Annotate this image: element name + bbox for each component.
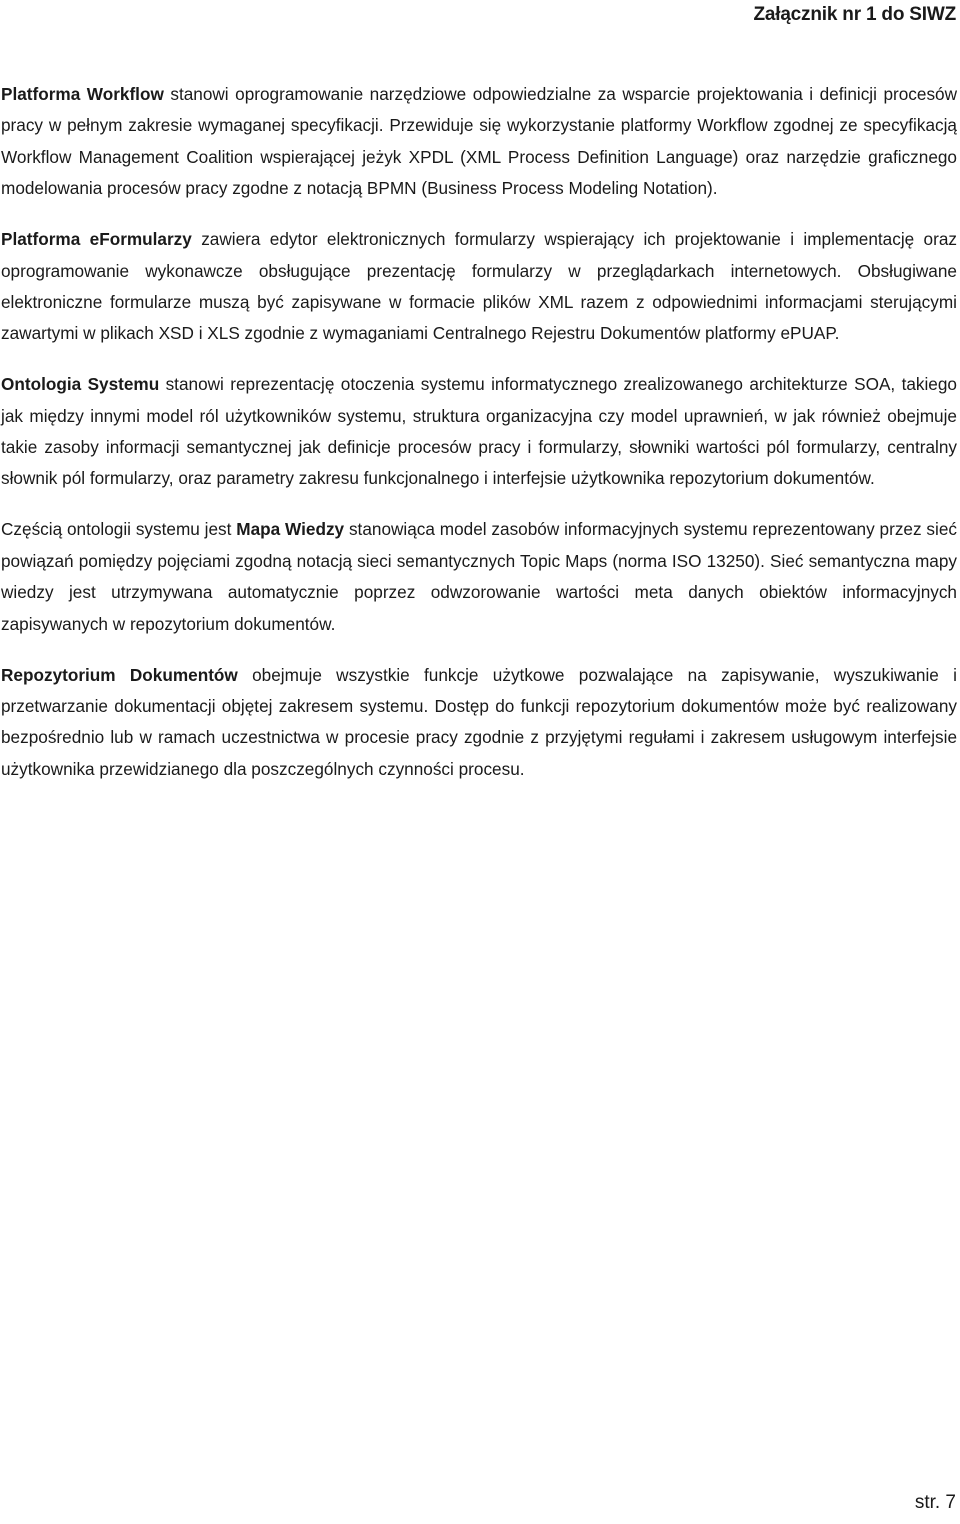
paragraph-repository xyxy=(1,660,957,786)
paragraph-text: stanowi oprogramowanie narzędziowe odpowiedzialne za wsparcie projektowania i definicji procesów pracy w pełnym zakresie wymaganej specyfikacji. Przewiduje się wykorzystanie platformy Workflow zgodnej ze specyfikacją Workflow Management Coalition wspierającej jeżyk XPDL (XML Process Definition Language) oraz narzędzie graficznego modelowania procesów pracy zgodne z notacją BPMN (Business Process Modeling Notation). xyxy=(1,84,958,199)
paragraph-lead-text: Częścią ontologii systemu jest xyxy=(1,519,237,540)
page-number: str. 7 xyxy=(914,1492,956,1513)
paragraph-eformularze xyxy=(1,224,957,350)
paragraph-workflow xyxy=(1,79,957,205)
annex-header: Załącznik nr 1 do SIWZ xyxy=(753,4,956,25)
paragraph-text: stanowi reprezentację otoczenia systemu informatycznego zrealizowanego architekturze SOA, takiego jak między innymi model ról użytkowników systemu, struktura organizacyjna czy model uprawnień, w jak również obejmuje takie zasoby informacji semantycznej jak definicje procesów pracy i formularzy, słowniki wartości pól formularzy, centralny słownik pól formularzy, oraz parametry zakresu funkcjonalnego i interfejsie użytkownika repozytorium dokumentów. xyxy=(1,374,957,489)
paragraph-ontology xyxy=(1,369,957,495)
term-eforms-platform: Platforma eFormularzy xyxy=(1,229,192,250)
paragraph-text: obejmuje wszystkie funkcje użytkowe pozwalające na zapisywanie, wyszukiwanie i przetwarzanie dokumentacji objętej zakresem systemu. Dostęp do funkcji repozytorium dokumentów może być realizowany bezpośrednio lub w ramach uczestnictwa w procesie pracy zgodnie z przyjętymi regułami i zakresem usługowym interfejsie użytkownika przewidzianego dla poszczególnych czynności procesu. xyxy=(1,664,957,779)
term-workflow-platform: Platforma Workflow xyxy=(1,84,164,104)
paragraph-text: stanowiąca model zasobów informacyjnych systemu reprezentowany przez sieć powiązań pomiędzy pojęciami zgodną notacją sieci semantycznych Topic Maps (norma ISO 13250). Sieć semantyczna mapy wiedzy jest utrzymywana automatycznie poprzez odwzorowanie wartości meta danych obiektów informacyjnych zapisywanych w repozytorium dokumentów. xyxy=(1,519,957,634)
paragraph-text: zawiera edytor elektronicznych formularzy wspierający ich projektowanie i implementację oraz oprogramowanie wykonawcze obsługujące prezentację formularzy w przeglądarkach internetowych. Obsługiwane elektroniczne formularze muszą być zapisywane w formacie plików XML razem z odpowiednimi informacjami sterującymi zawartymi w plikach XSD i XLS zgodnie z wymaganiami Centralnego Rejestru Dokumentów platformy ePUAP. xyxy=(1,229,957,344)
paragraph-knowledge-map xyxy=(1,514,957,640)
term-knowledge-map: Mapa Wiedzy xyxy=(236,519,345,540)
term-system-ontology: Ontologia Systemu xyxy=(1,374,160,395)
document-body xyxy=(1,79,957,805)
term-document-repository: Repozytorium Dokumentów xyxy=(1,664,238,685)
